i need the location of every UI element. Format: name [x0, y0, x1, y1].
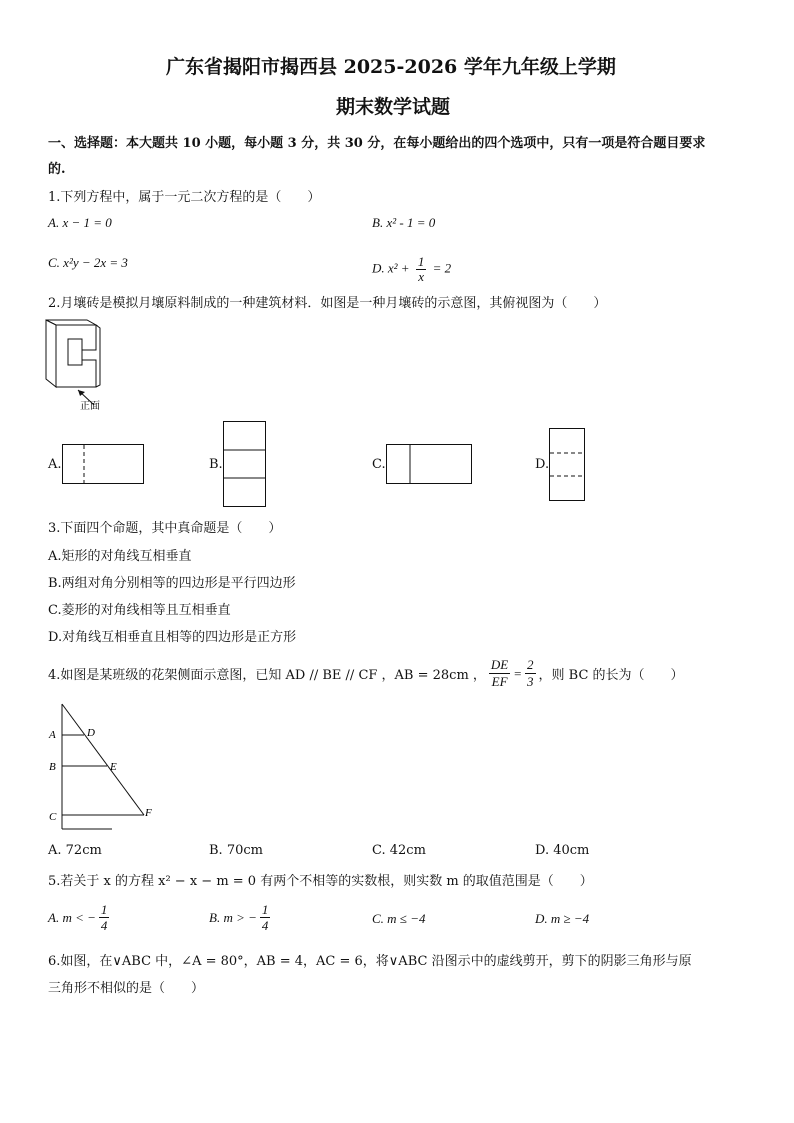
moon-brick-figure — [40, 315, 110, 420]
q5-option-b — [209, 902, 270, 933]
q5-option-c: C. m ≤ −4 — [372, 911, 426, 926]
q2-option-a-figure — [62, 444, 144, 484]
page-title-line2: 期末数学试题 — [336, 96, 451, 118]
point-label-b: B — [49, 761, 56, 773]
q1-option-d-prefix: D. x² + — [372, 260, 410, 276]
point-label-c: C — [49, 811, 57, 823]
q3-option-d: D.对角线互相垂直且相等的四边形是正方形 — [48, 630, 297, 645]
point-label-a: A — [49, 729, 56, 741]
q5-option-a-prefix: A. m < − — [48, 909, 96, 925]
q1-stem: 1.下列方程中，属于一元二次方程的是（ ） — [48, 190, 321, 205]
fraction-denominator: 4 — [100, 918, 108, 933]
q3-option-a: A.矩形的对角线互相垂直 — [48, 549, 192, 564]
q4-stem-after: ，则 BC 的长为（ ） — [538, 668, 684, 683]
fraction-numerator: DE — [490, 657, 509, 672]
q5-option-a — [48, 902, 109, 933]
q4-ratio-fraction — [489, 657, 510, 690]
q5-option-b-prefix: B. m > − — [209, 909, 257, 925]
q2-option-c-figure — [386, 444, 472, 484]
q2-stem: 2.月壤砖是模拟月壤原料制成的一种建筑材料．如图是一种月壤砖的示意图，其俯视图为（ ） — [48, 296, 607, 311]
q2-option-a-label: A. — [48, 457, 62, 472]
q1-option-d-fraction — [416, 255, 427, 284]
q2-option-d-figure — [549, 428, 585, 502]
fraction-denominator: 3 — [527, 674, 534, 689]
page-title-line1: 广东省揭阳市揭西县 2025-2026 学年九年级上学期 — [166, 56, 616, 78]
fraction-numerator: 1 — [417, 254, 425, 269]
q4-equals: = — [513, 665, 523, 681]
fraction-numerator: 1 — [261, 902, 269, 917]
q5-option-a-fraction — [99, 902, 110, 933]
q5-option-d: D. m ≥ −4 — [535, 911, 590, 926]
q1-option-d-suffix: = 2 — [432, 260, 452, 276]
q4-stem-before: 4.如图是某班级的花架侧面示意图，已知 AD // BE // CF ，AB = 28cm ， — [48, 668, 486, 683]
fraction-denominator: 4 — [261, 918, 269, 933]
fraction-denominator: EF — [491, 674, 508, 689]
q4-value-fraction — [525, 657, 536, 690]
q1-option-d — [372, 255, 451, 284]
fraction-numerator: 2 — [527, 657, 534, 672]
point-label-e: E — [110, 761, 117, 773]
q1-option-c: C. x²y − 2x = 3 — [48, 255, 128, 270]
point-label-d: D — [87, 727, 95, 739]
q5-option-b-fraction — [260, 902, 271, 933]
q3-option-b: B.两组对角分别相等的四边形是平行四边形 — [48, 576, 296, 591]
q6-stem-cont: 三角形不相似的是（ ） — [48, 981, 205, 996]
q4-option-c: C. 42cm — [372, 843, 426, 858]
q2-option-b-label: B. — [209, 457, 223, 472]
front-label: 正面 — [80, 401, 100, 412]
q3-option-c: C.菱形的对角线相等且互相垂直 — [48, 603, 231, 618]
q5-stem: 5.若关于 x 的方程 x² − x − m = 0 有两个不相等的实数根，则实数 m 的取值范围是（ ） — [48, 874, 593, 889]
q2-option-c-label: C. — [372, 457, 386, 472]
point-label-f: F — [145, 807, 152, 819]
q6-stem: 6.如图，在∨ABC 中，∠A = 80°，AB = 4，AC = 6，将∨ABC 沿图示中的虚线剪开，剪下的阴影三角形与原 — [48, 954, 692, 969]
fraction-denominator: x — [418, 269, 424, 284]
q4-option-d: D. 40cm — [535, 843, 590, 858]
q2-option-b-figure — [223, 421, 266, 507]
q4-option-a: A. 72cm — [48, 843, 102, 858]
q2-option-d-label: D. — [535, 457, 550, 472]
flower-stand-figure — [46, 700, 161, 835]
q4-stem — [48, 657, 684, 690]
section-heading: 一、选择题：本大题共 10 小题，每小题 3 分，共 30 分，在每小题给出的四个选项中，只有一项是符合题目要求 — [48, 136, 706, 151]
q3-stem: 3.下面四个命题，其中真命题是（ ） — [48, 521, 282, 536]
q1-option-b: B. x² - 1 = 0 — [372, 215, 436, 230]
q1-option-a: A. x − 1 = 0 — [48, 215, 112, 230]
fraction-numerator: 1 — [100, 902, 108, 917]
q4-option-b: B. 70cm — [209, 843, 263, 858]
section-heading-cont: 的. — [48, 162, 66, 177]
